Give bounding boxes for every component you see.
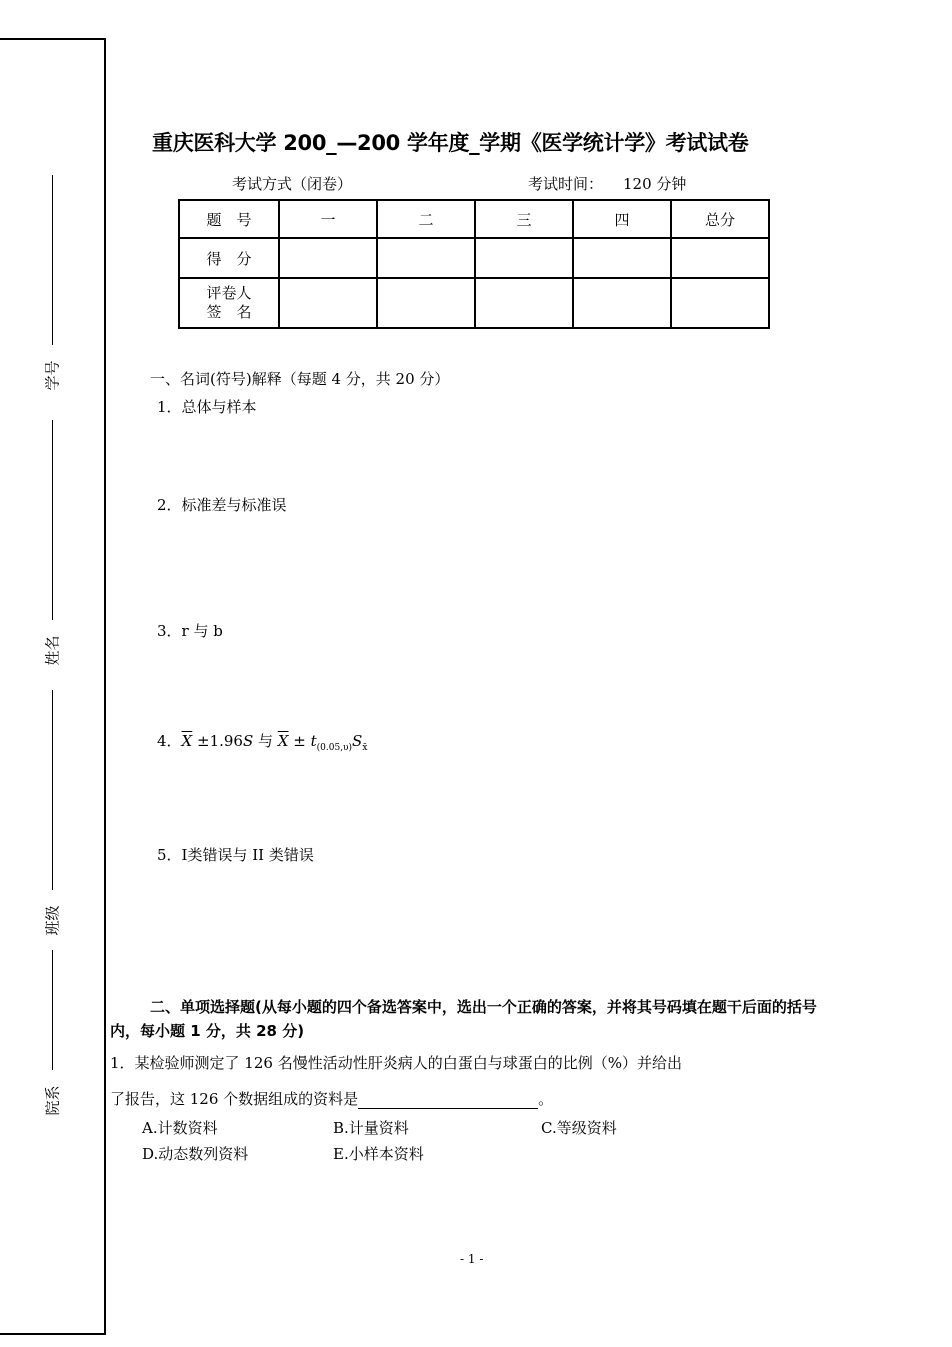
signature-cell[interactable]	[573, 278, 671, 328]
name-label: 姓名	[43, 635, 62, 666]
x-bar-symbol: $\overline{X}$	[277, 732, 289, 750]
q2-1-period: 。	[538, 1090, 554, 1108]
q4-pm: ±	[288, 732, 311, 750]
table-row	[179, 278, 769, 328]
se-subscript: x̄	[362, 743, 368, 753]
score-cell[interactable]	[475, 238, 573, 278]
question-1-2: 2．标准差与标准误	[157, 496, 287, 514]
department-label: 院系	[43, 1085, 62, 1116]
option-d: D.动态数列资料	[142, 1145, 249, 1163]
row-header-grader-signature	[179, 278, 279, 328]
row-header-score: 得 分	[179, 238, 279, 278]
question-2-1-line1: 1．某检验师测定了 126 名慢性活动性肝炎病人的白蛋白与球蛋白的比例（%）并给出	[110, 1054, 682, 1072]
grader-label: 评卷人	[206, 284, 252, 302]
department-line	[52, 950, 53, 1070]
se-symbol: S	[352, 732, 363, 750]
student-id-line	[52, 175, 53, 345]
t-subscript: (0.05,υ)	[316, 743, 353, 753]
column-header: 二	[377, 200, 475, 238]
column-header: 一	[279, 200, 377, 238]
name-line	[52, 420, 53, 620]
section2-heading	[110, 995, 840, 1043]
class-label: 班级	[43, 905, 62, 936]
signature-label: 签 名	[206, 303, 252, 321]
column-header-total: 总分	[671, 200, 769, 238]
department-field	[40, 950, 66, 1130]
exam-time	[528, 173, 686, 194]
q4-mid: 与	[253, 732, 278, 750]
exam-time-value: 120 分钟	[623, 175, 687, 193]
student-id-field	[40, 175, 66, 405]
score-cell[interactable]	[671, 238, 769, 278]
x-bar-symbol: $\overline{X}$	[181, 732, 193, 750]
answer-blank[interactable]	[358, 1092, 538, 1109]
question-1-4	[157, 730, 367, 753]
q4-part1: ±1.96	[192, 732, 243, 750]
q2-1-stem: 了报告，这 126 个数据组成的资料是	[110, 1090, 359, 1108]
page-number: - 1 -	[460, 1252, 484, 1266]
option-a: A.计数资料	[142, 1119, 218, 1137]
score-cell[interactable]	[377, 238, 475, 278]
signature-cell[interactable]	[475, 278, 573, 328]
score-cell[interactable]	[279, 238, 377, 278]
section1-heading: 一、名词(符号)解释（每题 4 分，共 20 分）	[150, 370, 450, 388]
option-c: C.等级资料	[541, 1119, 617, 1137]
exam-title: 重庆医科大学 200_—200 学年度_学期《医学统计学》考试试卷	[152, 131, 749, 155]
option-b: B.计量资料	[333, 1119, 409, 1137]
question-1-5: 5．Ⅰ类错误与 II 类错误	[157, 846, 314, 864]
exam-time-label: 考试时间：	[528, 175, 604, 193]
row-header-question-number: 题 号	[179, 200, 279, 238]
name-field	[40, 420, 66, 680]
signature-cell[interactable]	[279, 278, 377, 328]
signature-cell[interactable]	[377, 278, 475, 328]
question-1-3: 3．r 与 b	[157, 622, 223, 640]
signature-cell[interactable]	[671, 278, 769, 328]
q4-prefix: 4．	[157, 732, 182, 750]
s-symbol: S	[242, 732, 254, 750]
table-row	[179, 238, 769, 278]
column-header: 四	[573, 200, 671, 238]
t-symbol: t	[310, 732, 317, 750]
exam-mode: 考试方式（闭卷）	[232, 175, 353, 193]
column-header: 三	[475, 200, 573, 238]
question-1-1: 1．总体与样本	[157, 398, 257, 416]
score-table	[178, 199, 770, 329]
table-row	[179, 200, 769, 238]
option-e: E.小样本资料	[333, 1145, 424, 1163]
student-id-label: 学号	[43, 360, 62, 391]
class-line	[52, 690, 53, 890]
section2-heading-text: 二、单项选择题(从每小题的四个备选答案中，选出一个正确的答案，并将其号码填在题干后面的括号内，每小题 1 分，共 28 分)	[110, 998, 817, 1040]
question-2-1-line2	[110, 1088, 553, 1109]
class-field	[40, 690, 66, 940]
score-cell[interactable]	[573, 238, 671, 278]
